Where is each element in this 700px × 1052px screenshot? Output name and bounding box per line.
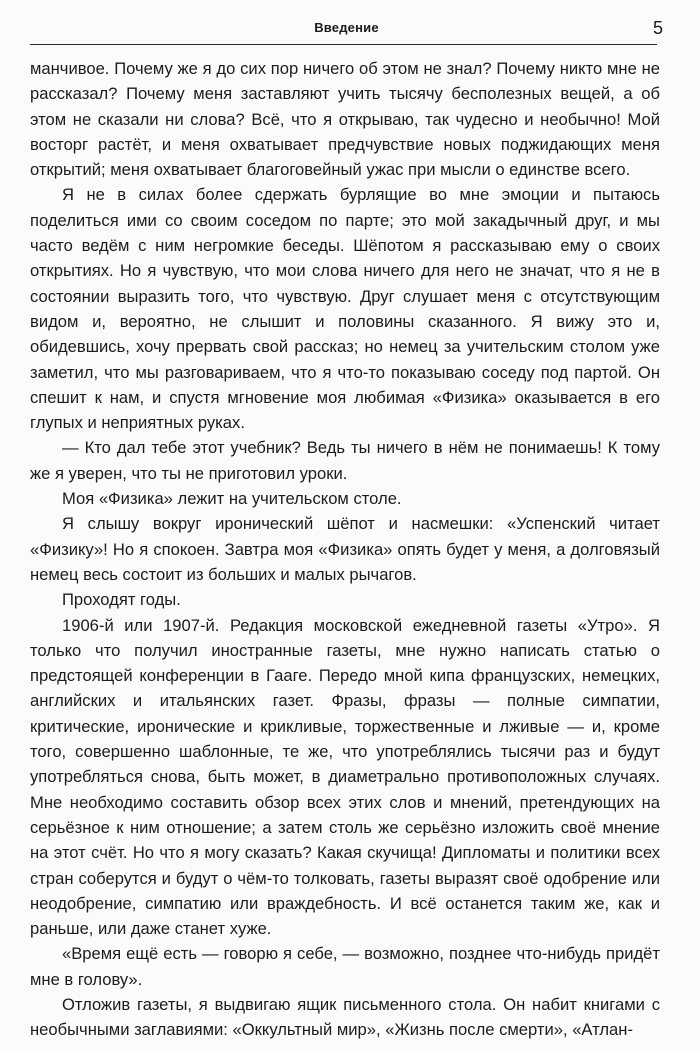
running-title: Введение <box>314 20 379 35</box>
page-header <box>30 18 663 42</box>
body-text <box>30 56 660 1043</box>
paragraph: Проходят годы. <box>62 590 181 610</box>
paragraph: Моя «Физика» лежит на учительском столе. <box>62 489 402 509</box>
paragraph: Отложив газеты, я выдвигаю ящик письменного стола. Он набит книгами с необычными заглавиями: «Оккультный мир», «Жизнь после смерти», «Атлан- <box>30 994 660 1040</box>
paragraph: манчивое. Почему же я до сих пор ничего об этом не знал? Почему никто мне не рассказал? Почему меня заставляют учить тысячу бесполезных вещей, а об этом не сказали ни слова? Всё, что я открываю, так чудесно и необычно! Мой восторг растёт, и меня охватывает предчувствие новых поджидающих меня открытий; меня охватывает благоговейный ужас при мысли о единстве всего. <box>30 59 660 180</box>
paragraph: «Время ещё есть — говорю я себе, — возможно, позднее что-нибудь придёт мне в голову». <box>30 944 660 989</box>
header-rule <box>30 44 657 45</box>
paragraph: — Кто дал тебе этот учебник? Ведь ты ничего в нём не понимаешь! К тому же я уверен, что ты не приготовил уроки. <box>30 438 660 483</box>
paragraph: Я не в силах более сдержать бурлящие во мне эмоции и пытаюсь поделиться ими со своим соседом по парте; это мой закадычный друг, и мы часто ведём с ним негромкие беседы. Шёпотом я рассказываю ему о своих открытиях. Но я чувствую, что мои слова ничего для него не значат, что я не в состоянии выразить того, что чувствую. Друг слушает меня с отсутствующим видом и, вероятно, не слышит и половины сказанного. Я вижу это и, обидевшись, хочу прервать свой рассказ; но немец за учительским столом уже заметил, что мы разговариваем, что я что-то показываю соседу под партой. Он спешит к нам, и спустя мгновение моя любимая «Физика» оказывается в его глупых и неприятных руках. <box>30 185 660 433</box>
paragraph: Я слышу вокруг иронический шёпот и насмешки: «Успенский читает «Физику»! Но я спокоен. Завтра моя «Физика» опять будет у меня, а долговязый немец весь состоит из больших и малых рычагов. <box>30 514 660 584</box>
paragraph: 1906-й или 1907-й. Редакция московской ежедневной газеты «Утро». Я только что получил иностранные газеты, мне нужно написать статью о предстоящей конференции в Гааге. Передо мной кипа французских, немецких, английских и итальянских газет. Фразы, фразы — полные симпатии, критические, иронические и крикливые, торжественные и лживые — и, кроме того, совершенно шаблонные, те же, что употреблялись тысячи раз и будут употребляться снова, быть может, в диаметрально противоположных случаях. Мне необходимо составить обзор всех этих слов и мнений, претендующих на серьёзное к ним отношение; а затем столь же серьёзно изложить своё мнение на этот счёт. Но что я могу сказать? Какая скучища! Дипломаты и политики всех стран соберутся и будут о чём-то толковать, газеты выразят своё одобрение или неодобрение, симпатию или враждебность. И всё останется таким же, как и раньше, или даже станет хуже. <box>30 615 660 939</box>
page-number: 5 <box>652 18 663 38</box>
